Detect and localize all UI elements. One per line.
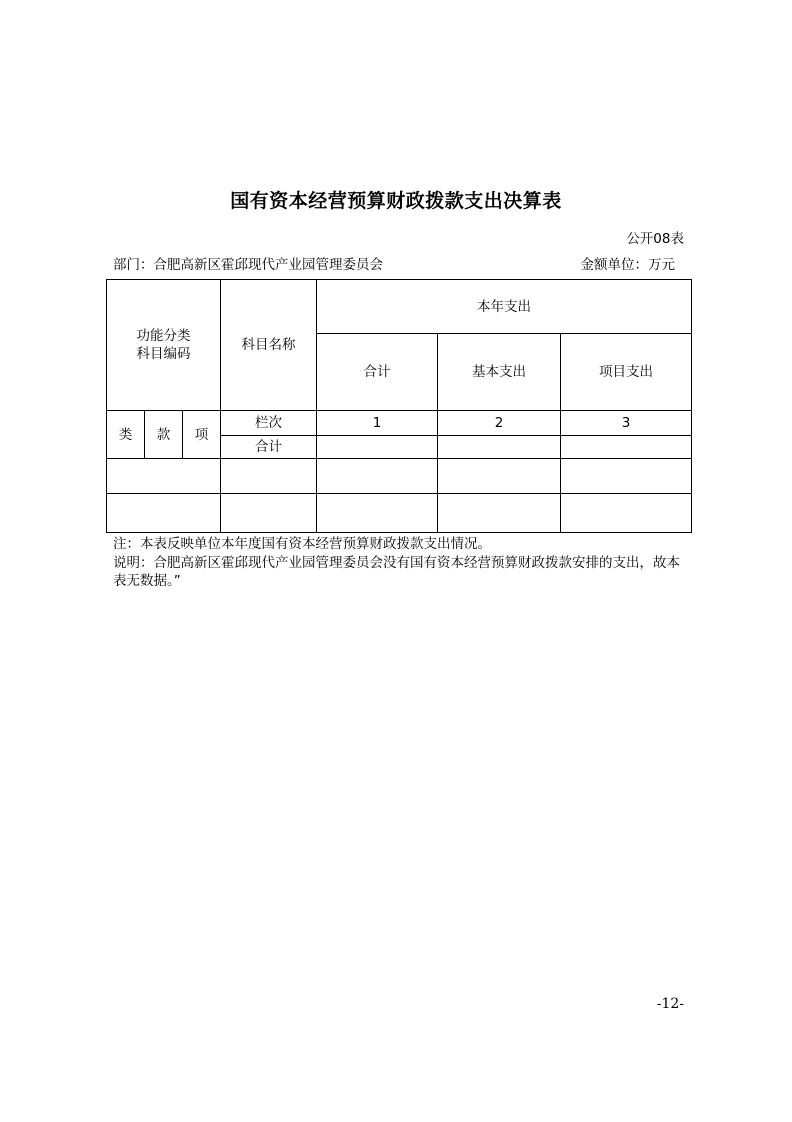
empty-data-row <box>107 494 692 533</box>
department-label: 部门：合肥高新区霍邱现代产业园管理委员会 <box>113 257 383 273</box>
column-index-label: 栏次 <box>221 411 317 436</box>
form-code: 公开08表 <box>626 231 684 247</box>
section-header: 款 <box>145 411 183 459</box>
total-row-basic-cell <box>438 436 561 459</box>
func-class-header <box>107 280 221 411</box>
empty-project-cell <box>561 494 692 533</box>
unit-label: 金额单位：万元 <box>580 257 675 273</box>
empty-basic-cell <box>438 494 561 533</box>
table-explanation: 说明：合肥高新区霍邱现代产业园管理委员会没有国有资本经营预算财政拨款安排的支出，故本表无数据。” <box>113 554 680 589</box>
column-number-2: 2 <box>438 411 561 436</box>
item-header: 项 <box>183 411 221 459</box>
empty-code-cell <box>107 494 221 533</box>
empty-total-cell <box>317 494 438 533</box>
class-header: 类 <box>107 411 145 459</box>
column-number-1: 1 <box>317 411 438 436</box>
project-column-header: 项目支出 <box>561 334 692 411</box>
table-note: 注：本表反映单位本年度国有资本经营预算财政拨款支出情况。 <box>113 536 491 552</box>
empty-name-cell <box>221 494 317 533</box>
empty-project-cell <box>561 459 692 494</box>
empty-total-cell <box>317 459 438 494</box>
total-row-project-cell <box>561 436 692 459</box>
total-row-total-cell <box>317 436 438 459</box>
page-number: -12- <box>656 996 684 1012</box>
basic-column-header: 基本支出 <box>438 334 561 411</box>
empty-name-cell <box>221 459 317 494</box>
budget-table <box>106 279 692 533</box>
header-row-1 <box>107 280 692 334</box>
column-number-3: 3 <box>561 411 692 436</box>
empty-code-cell <box>107 459 221 494</box>
func-class-label-line2: 科目编码 <box>136 346 191 362</box>
total-row-label: 合计 <box>221 436 317 459</box>
current-year-header: 本年支出 <box>317 280 692 334</box>
empty-data-row <box>107 459 692 494</box>
column-index-row <box>107 411 692 436</box>
total-column-header: 合计 <box>317 334 438 411</box>
func-class-label-line1: 功能分类 <box>136 328 191 344</box>
notes-section <box>113 535 693 591</box>
empty-basic-cell <box>438 459 561 494</box>
subject-name-header: 科目名称 <box>221 280 317 411</box>
document-title: 国有资本经营预算财政拨款支出决算表 <box>230 190 562 212</box>
